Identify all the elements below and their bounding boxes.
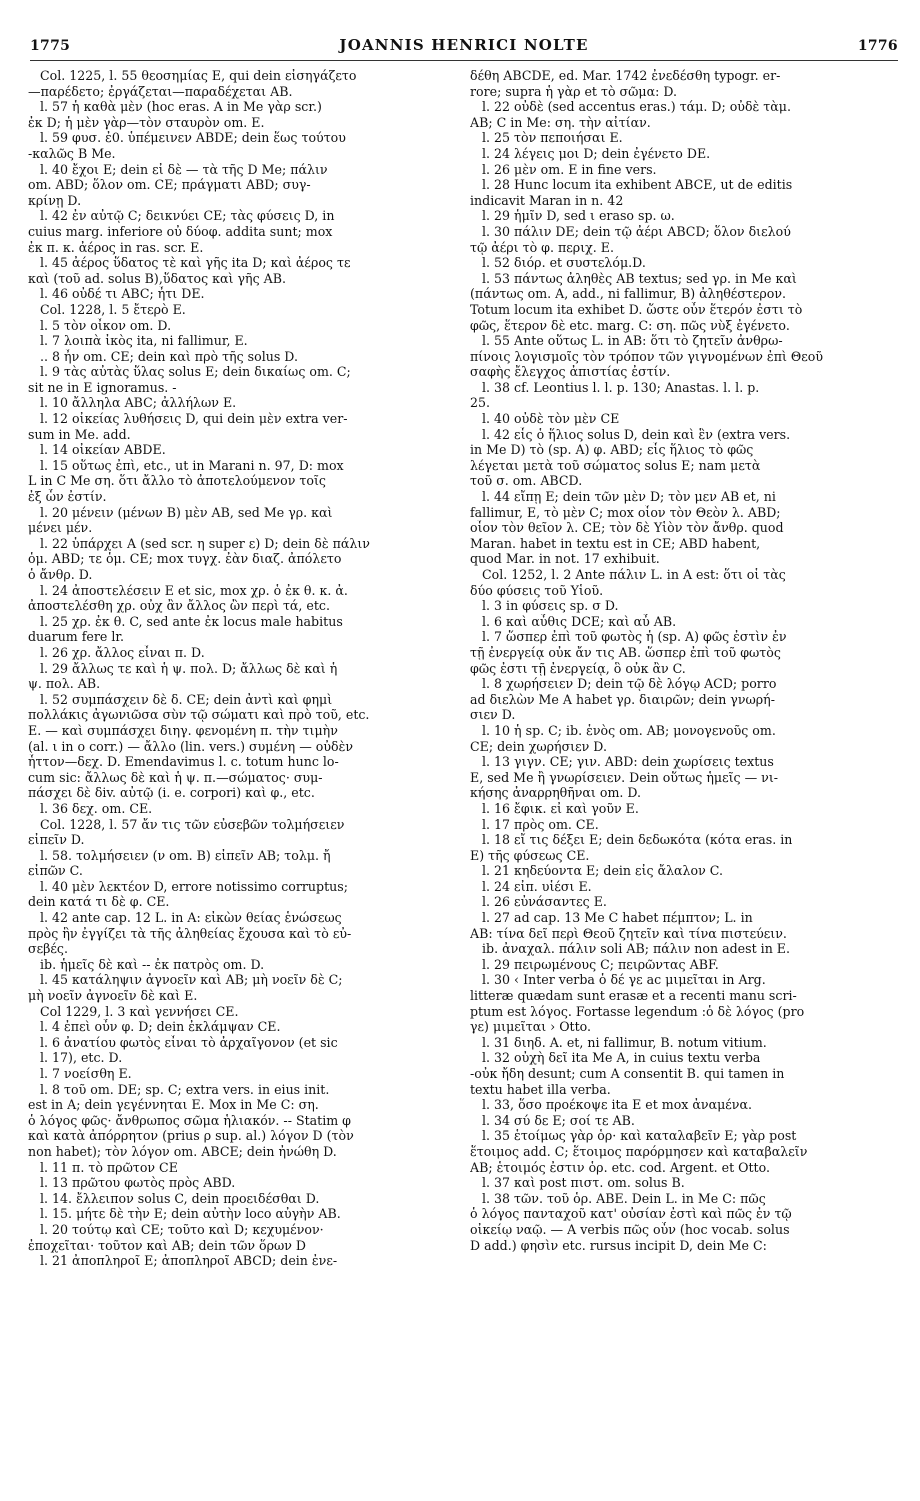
text-line: .. 8 ἦν om. CE; dein καὶ πρὸ τῆς solus D. xyxy=(40,348,298,364)
text-line: τῷ ἀέρι τὸ φ. περιχ. E. xyxy=(470,239,614,255)
text-line: ad διελὼν Me A habet γρ. διαιρῶν; dein γνωρή- xyxy=(470,691,775,707)
text-line: —παρέδετο; ἐργάζεται—παραδέχεται AB. xyxy=(28,83,293,99)
text-line: δύο φύσεις τοῦ Υἱοῦ. xyxy=(470,582,604,598)
text-line: Totum locum ita exhibet D. ὥστε οὖν ἕτερόν ἐστι τὸ xyxy=(470,301,803,317)
text-line: l. 33, ὅσο προέκοψε ita E et mox ἀναμένα. xyxy=(482,1097,752,1113)
running-title: JOANNIS HENRICI NOLTE xyxy=(339,36,589,54)
text-line: l. 34 σύ δε E; σοί τε AB. xyxy=(482,1112,635,1128)
text-line: l. 24 εἰπ. υἱέσι E. xyxy=(482,878,592,894)
text-line: l. 52 συμπάσχειν δὲ δ. CE; dein ἀντὶ καὶ φημὶ xyxy=(40,691,333,707)
text-line: -καλῶς B Me. xyxy=(28,145,116,161)
text-line: L in C Me ση. ὅτι ἄλλο τὸ ἀποτελούμενον τοῖς xyxy=(28,473,326,489)
text-line: D add.) φησὶν etc. rursus incipit D, dein Me C: xyxy=(470,1237,767,1253)
text-line: (πάντως om. A, add., ni fallimur, B) ἀληθέστερον. xyxy=(470,286,787,302)
text-line: l. 37 καὶ post πιστ. om. solus B. xyxy=(482,1175,685,1191)
text-line: quod Mar. in not. 17 exhibuit. xyxy=(470,551,660,567)
text-line: duarum fere lr. xyxy=(28,629,125,645)
text-line: l. 31 διηδ. A. et, ni fallimur, B. notum vitium. xyxy=(482,1034,767,1050)
text-line: l. 46 οὐδέ τι ABC; ἦτι DE. xyxy=(40,286,205,302)
text-line: l. 25 τὸν πεποιήσαι E. xyxy=(482,130,623,146)
text-line: l. 16 ἔφικ. εἰ καὶ γοῦν E. xyxy=(482,800,639,816)
text-line: E) τῆς φύσεως CE. xyxy=(470,847,590,863)
right-page-number: 1776 xyxy=(857,38,898,54)
text-line: καὶ (τοῦ ad. solus B),ὕδατος καὶ γῆς AB. xyxy=(28,270,286,286)
text-line: Col. 1252, l. 2 Ante πάλιν L. in A est: ὅτι οἱ τὰς xyxy=(482,567,786,582)
text-line: l. 12 οἰκείας λυθήσεις D, qui dein μὲν extra ver- xyxy=(40,411,348,427)
text-line: l. 10 ἄλληλα ABC; ἀλλήλων E. xyxy=(40,395,237,411)
text-line: l. 25 χρ. ἐκ θ. C, sed ante ἐκ locus male habitus xyxy=(40,613,343,629)
header-rule xyxy=(30,60,898,61)
text-line: l. 15. μήτε δὲ τὴν E; dein αὐτὴν loco αὐγὴν AB. xyxy=(40,1206,341,1222)
text-line: l. 32 οὐχὴ δεῖ ita Me A, in cuius textu verba xyxy=(482,1050,761,1066)
text-line: ὁ λόγος πανταχοῦ κατ' οὐσίαν ἐστὶ καὶ πῶς ἐν τῷ xyxy=(470,1206,792,1222)
text-line: E. — καὶ συμπάσχει διηγ. φενομένη π. τὴν τιμὴν xyxy=(28,722,338,738)
text-line: l. 14 οἰκείαν ABDE. xyxy=(40,442,166,458)
text-line: l. 17 πρὸς om. CE. xyxy=(482,816,599,832)
text-line: ἐξ ὧν ἐστίν. xyxy=(28,489,107,505)
text-line: l. 20 τούτῳ καὶ CE; τοῦτο καὶ D; κεχυμένον· xyxy=(40,1221,324,1237)
text-line: (al. ι in ο corr.) — ἄλλο (lin. vers.) συμένη — οὐδὲν xyxy=(28,738,354,754)
text-line: l. 40 οὐδὲ τὸν μὲν CE xyxy=(482,411,620,427)
text-line: l. 38 τῶν. τοῦ ὁρ. ABE. Dein L. in Me C: πῶς xyxy=(482,1190,766,1206)
text-line: in Me D) τὸ (sp. A) φ. ABD; εἷς ἥλιος τὸ φῶς xyxy=(470,442,754,458)
text-line: φῶς ἐστι τῇ ἐνεργείᾳ, ὃ οὐκ ἂν C. xyxy=(470,660,686,676)
text-line: Col. 1228, l. 5 ἔτερὸ E. xyxy=(40,301,186,317)
text-line: l. 11 π. τὸ πρῶτον CE xyxy=(40,1159,178,1175)
text-line: fallimur, E, τὸ μὲν C; mox οἷον τὸν Θεὸν λ. ABD; xyxy=(470,504,781,520)
text-line: l. 7 ὥσπερ ἐπὶ τοῦ φωτὸς ἡ (sp. A) φῶς ἐστὶν ἐν xyxy=(482,629,787,645)
text-line: ἀποστελέσθη χρ. οὐχ ἂν ἄλλος ὢν περὶ τά, etc. xyxy=(28,598,330,614)
text-line: l. 13 γιγν. CE; γιν. ABD: dein χωρίσεις textus xyxy=(482,754,774,770)
text-line: οἷον τὸν θεῖον λ. CE; τὸν δὲ Υἱὸν τὸν ἄνθρ. quod xyxy=(470,520,784,536)
text-line: φῶς, ἕτερον δὲ etc. marg. C: ση. πῶς νὺξ ἐγένετο. xyxy=(470,317,790,333)
text-line: l. 22 ὑπάρχει A (sed scr. η super ε) D; dein δὲ πάλιν xyxy=(40,535,370,551)
text-line: σαφὴς ἔλεγχος ἀπιστίας ἐστίν. xyxy=(470,364,671,380)
text-line: l. 35 ἑτοίμως γὰρ ὁρ· καὶ καταλαβεῖν E; γὰρ post xyxy=(482,1128,797,1144)
text-line: AB: τίνα δεῖ περὶ Θεοῦ ζητεῖν καὶ τίνα πιστεύειν. xyxy=(470,925,787,941)
text-line: μένει μέν. xyxy=(28,520,93,536)
text-line: l. 26 μὲν om. E in fine vers. xyxy=(482,161,657,177)
text-line: πολλάκις ἀγωνιῶσα σὺν τῷ σώματι καὶ πρὸ τοῦ, etc. xyxy=(28,707,370,723)
text-line: l. 8 τοῦ om. DE; sp. C; extra vers. in eius init. xyxy=(40,1081,330,1097)
text-line: l. 44 εἴπῃ E; dein τῶν μὲν D; τὸν μεν AB et, ni xyxy=(482,489,776,505)
left-column xyxy=(28,68,453,1488)
text-line: l. 13 πρῶτου φωτὸς πρὸς ABD. xyxy=(40,1175,236,1191)
text-line: sum in Me. add. xyxy=(28,426,131,442)
text-line: Col. 1228, l. 57 ἄν τις τῶν εὐσεβῶν τολμήσειεν xyxy=(40,816,345,832)
text-line: εἰπῶν C. xyxy=(28,863,83,879)
text-line: textu habet illa verba. xyxy=(470,1081,611,1097)
text-line: ib. ἡμεῖς δὲ καὶ -- ἐκ πατρὸς om. D. xyxy=(40,956,265,972)
text-line: CE; dein χωρήσιεν D. xyxy=(470,738,607,754)
text-line: l. 8 χωρήσειεν D; dein τῷ δὲ λόγῳ ACD; porro xyxy=(482,676,777,692)
text-line: l. 15 οὕτως ἐπὶ, etc., ut in Marani n. 97, D: mox xyxy=(40,457,344,473)
text-line: l. 7 νοείσθη E. xyxy=(40,1066,132,1081)
text-line: ἐποχεῖται· τοῦτον καὶ AB; dein τῶν ὅρων D xyxy=(28,1237,307,1253)
text-line: ἐκ D; ἡ μὲν γὰρ—τὸν σταυρὸν om. E. xyxy=(28,114,265,130)
text-line: l. 45 κατάληψιν ἀγνοεῖν καὶ AB; μὴ νοεῖν δὲ C; xyxy=(40,972,343,988)
text-line: κήσης ἀναρρηθῆναι om. D. xyxy=(470,785,642,801)
text-line: ὁ ἄνθρ. D. xyxy=(28,567,93,582)
text-line: πάσχει δὲ δiv. αὐτῷ (i. e. corpori) καὶ φ., etc. xyxy=(28,785,315,801)
text-line: l. 17), etc. D. xyxy=(40,1050,123,1066)
text-line: l. 42 ἐν αὐτῷ C; δεικνύει CE; τὰς φύσεις D, in xyxy=(40,208,335,224)
text-line: l. 9 τὰς αὐτὰς ὕλας solus E; dein δικαίως om. C; xyxy=(40,364,351,380)
text-line: ἧττον—δεχ. D. Emendavimus l. c. totum hunc lo- xyxy=(28,754,339,770)
text-line: Col 1229, l. 3 καὶ γεννήσει CE. xyxy=(40,1003,239,1019)
text-line: l. 21 κηδεύοντα E; dein εἰς ἄλαλον C. xyxy=(482,863,723,879)
text-line: l. 29 ἡμῖν D, sed ι eraso sp. ω. xyxy=(482,208,675,224)
text-line: l. 6 καὶ αὖθις DCE; καὶ αὖ AB. xyxy=(482,613,677,629)
text-line: l. 22 οὐδὲ (sed accentus eras.) τάμ. D; οὐδὲ τὰμ. xyxy=(482,99,791,115)
text-line: l. 52 διόρ. et συστελόμ.D. xyxy=(482,255,646,271)
text-line: E, sed Me ἢ γνωρίσειεν. Dein οὕτως ἡμεῖς — νι- xyxy=(470,769,779,785)
text-line: ψ. πολ. AB. xyxy=(28,676,101,692)
text-line: λέγεται μετὰ τοῦ σώματος solus E; nam μετὰ xyxy=(470,457,761,473)
text-line: cuius marg. inferiore οὐ δύοφ. addita sunt; mox xyxy=(28,223,333,239)
text-line: Col. 1225, l. 55 θεοσημίας E, qui dein εἰσηγάζετο xyxy=(40,68,357,83)
text-line: πίνοις λογισμοῖς τὸν τρόπον τῶν γιγνομένων ἐπὶ Θεοῦ xyxy=(470,348,823,364)
text-line: rore; supra ἡ γὰρ et τὸ σῶμα: D. xyxy=(470,83,677,99)
text-line: l. 38 cf. Leontius l. l. p. 130; Anastas. l. l. p. xyxy=(482,379,760,395)
text-line: ἐκ π. κ. ἀέρος in ras. scr. E. xyxy=(28,239,204,255)
text-line: cum sic: ἄλλως δὲ καὶ ἡ ψ. π.—σώματος· συμ- xyxy=(28,769,323,785)
text-line: l. 30 ‹ Inter verba ὁ δέ γε ac μιμεῖται in Arg. xyxy=(482,972,766,988)
text-line: τοῦ σ. om. ABCD. xyxy=(470,473,583,489)
text-line: l. 40 ἔχοι E; dein εἰ δὲ — τὰ τῆς D Me; πάλιν xyxy=(40,161,328,177)
text-line: οἰκείῳ ναῷ. — A verbis πῶς οὖν (hoc vocab. solus xyxy=(470,1221,790,1237)
text-line: l. 57 ἡ καθὰ μὲν (hoc eras. A in Me γὰρ scr.) xyxy=(40,99,322,115)
text-line: l. 21 ἀποπληροῖ E; ἀποπληροῖ ABCD; dein ἐνε- xyxy=(40,1253,338,1269)
text-line: sit ne in E ignoramus. - xyxy=(28,379,177,395)
text-line: l. 59 φυσ. ἐ0. ὑπέμεινεν ABDE; dein ἕως τούτου xyxy=(40,130,346,146)
text-line: πρὸς ἣν ἐγγίζει τὰ τῆς ἀληθείας ἔχουσα καὶ τὸ εὐ- xyxy=(28,925,352,941)
text-line: ὁ λόγος φῶς· ἄνθρωπος σῶμα ἡλιακόν. -- Statim φ xyxy=(28,1112,351,1128)
text-line: l. 42 ante cap. 12 L. in A: εἰκὼν θείας ἑνώσεως xyxy=(40,910,342,926)
text-line: l. 30 πάλιν DE; dein τῷ ἀέρι ABCD; ὅλον διελού xyxy=(482,223,791,239)
text-line: indicavit Maran in n. 42 xyxy=(470,192,624,208)
text-line: non habet); τὸν λόγον om. ABCE; dein ἠνώθη D. xyxy=(28,1143,337,1159)
text-line: l. 26 χρ. ἄλλος εἶναι π. D. xyxy=(40,644,205,660)
text-line: l. 36 δεχ. om. CE. xyxy=(40,800,153,816)
right-column xyxy=(470,68,895,1488)
text-line: litteræ quædam sunt erasæ et a recenti manu scri- xyxy=(470,988,797,1004)
text-line: σιεν D. xyxy=(470,707,516,723)
text-line: ὁμ. ABD; τε ὁμ. CE; mox τυγχ. ἐὰν διαζ. ἀπόλετο xyxy=(28,551,342,567)
text-line: est in A; dein γεγέννηται E. Mox in Me C: ση. xyxy=(28,1097,319,1113)
text-line: l. 24 ἀποστελέσειν E et sic, mox χρ. ὁ ἐκ θ. κ. ἀ. xyxy=(40,582,348,598)
text-line: μὴ νοεῖν ἀγνοεῖν δὲ καὶ E. xyxy=(28,988,198,1004)
text-line: l. 14. ἔλλειπον solus C, dein προειδέσθαι D. xyxy=(40,1190,320,1206)
text-line: εἰπεῖν D. xyxy=(28,832,85,848)
text-line: l. 4 ἐπεὶ οὖν φ. D; dein ἐκλάμψαν CE. xyxy=(40,1019,281,1035)
text-line: Maran. habet in textu est in CE; ABD habent, xyxy=(470,535,761,551)
text-line: l. 58. τολμήσειεν (ν om. B) εἰπεῖν AB; τολμ. ἤ xyxy=(40,847,331,863)
text-line: l. 28 Hunc locum ita exhibent ABCE, ut de editis xyxy=(482,177,793,193)
text-line: τῇ ἐνεργείᾳ οὐκ ἄν τις AB. ὥσπερ ἐπὶ τοῦ φωτὸς xyxy=(470,644,781,660)
text-line: l. 24 λέγεις μοι D; dein ἐγένετο DE. xyxy=(482,145,711,161)
text-line: ptum est λόγος. Fortasse legendum :ὁ δὲ λόγος (pro xyxy=(470,1003,805,1019)
text-line: AB; C in Me: ση. τὴν αἰτίαν. xyxy=(470,114,651,130)
text-line: l. 7 λοιπὰ ἰκὸς ita, ni fallimur, E. xyxy=(40,333,248,349)
text-line: l. 18 εἴ τις δέξει E; dein δεδωκότα (κότα eras. in xyxy=(482,832,793,848)
text-line: l. 5 τὸν οἶκον om. D. xyxy=(40,317,172,333)
text-line: l. 26 εὐνάσαντες E. xyxy=(482,894,607,910)
text-line: om. ABD; ὅλον om. CE; πράγματι ABD; συγ- xyxy=(28,177,311,193)
text-line: dein κατά τι δὲ φ. CE. xyxy=(28,894,170,910)
running-header xyxy=(30,36,898,56)
text-line: l. 29 πειρωμένους C; πειρῶντας ABF. xyxy=(482,956,719,972)
text-line: l. 42 εἷς ὁ ἥλιος solus D, dein καὶ ἓν (extra vers. xyxy=(482,426,791,442)
text-line: l. 55 Ante οὕτως L. in AB: ὅτι τὸ ζητεῖν ἀνθρω- xyxy=(482,333,783,349)
text-line: l. 3 in φύσεις sp. σ D. xyxy=(482,598,619,614)
text-line: ἕτοιμος add. C; ἕτοιμος παρόρμησεν καὶ καταβαλεῖν xyxy=(470,1143,808,1159)
text-line: l. 10 ἡ sp. C; ib. ἑνὸς om. AB; μονογενοῦς om. xyxy=(482,722,776,738)
text-line: l. 40 μὲν λεκτέον D, errore notissimo corruptus; xyxy=(40,878,348,894)
text-line: l. 6 ἀνατίου φωτὸς εἶναι τὸ ἀρχαῖγονον (et sic xyxy=(40,1034,338,1050)
text-line: ib. ἀναχαλ. πάλιν soli AB; πάλιν non adest in E. xyxy=(482,941,790,957)
text-line: l. 20 μένειν (μένων B) μὲν AB, sed Me γρ. καὶ xyxy=(40,504,333,520)
text-line: -οὐκ ἤδη desunt; cum A consentit B. qui tamen in xyxy=(470,1066,785,1081)
text-line: l. 53 πάντως ἀληθὲς AB textus; sed γρ. in Me καὶ xyxy=(482,270,797,286)
text-line: AB; ἑτοιμός ἐστιν ὁρ. etc. cod. Argent. et Otto. xyxy=(470,1159,770,1175)
text-line: l. 45 ἀέρος ὕδατος τὲ καὶ γῆς ita D; καὶ ἀέρος τε xyxy=(40,255,351,271)
text-line: l. 29 ἄλλως τε καὶ ἡ ψ. πολ. D; ἄλλως δὲ καὶ ἡ xyxy=(40,660,338,676)
text-line: γε) μιμεῖται › Otto. xyxy=(470,1019,591,1035)
text-line: 25. xyxy=(470,395,491,411)
text-line: δέθη ABCDE, ed. Mar. 1742 ἐνεδέσθη typogr. er- xyxy=(470,68,781,83)
text-line: l. 27 ad cap. 13 Me C habet πέμπτον; L. in xyxy=(482,910,753,926)
text-line: κρίνῃ D. xyxy=(28,192,82,208)
left-page-number: 1775 xyxy=(30,38,71,54)
text-line: σεβές. xyxy=(28,941,68,957)
text-line: καὶ κατὰ ἀπόρρητον (prius ρ sup. al.) λόγον D (τὸν xyxy=(28,1128,354,1144)
